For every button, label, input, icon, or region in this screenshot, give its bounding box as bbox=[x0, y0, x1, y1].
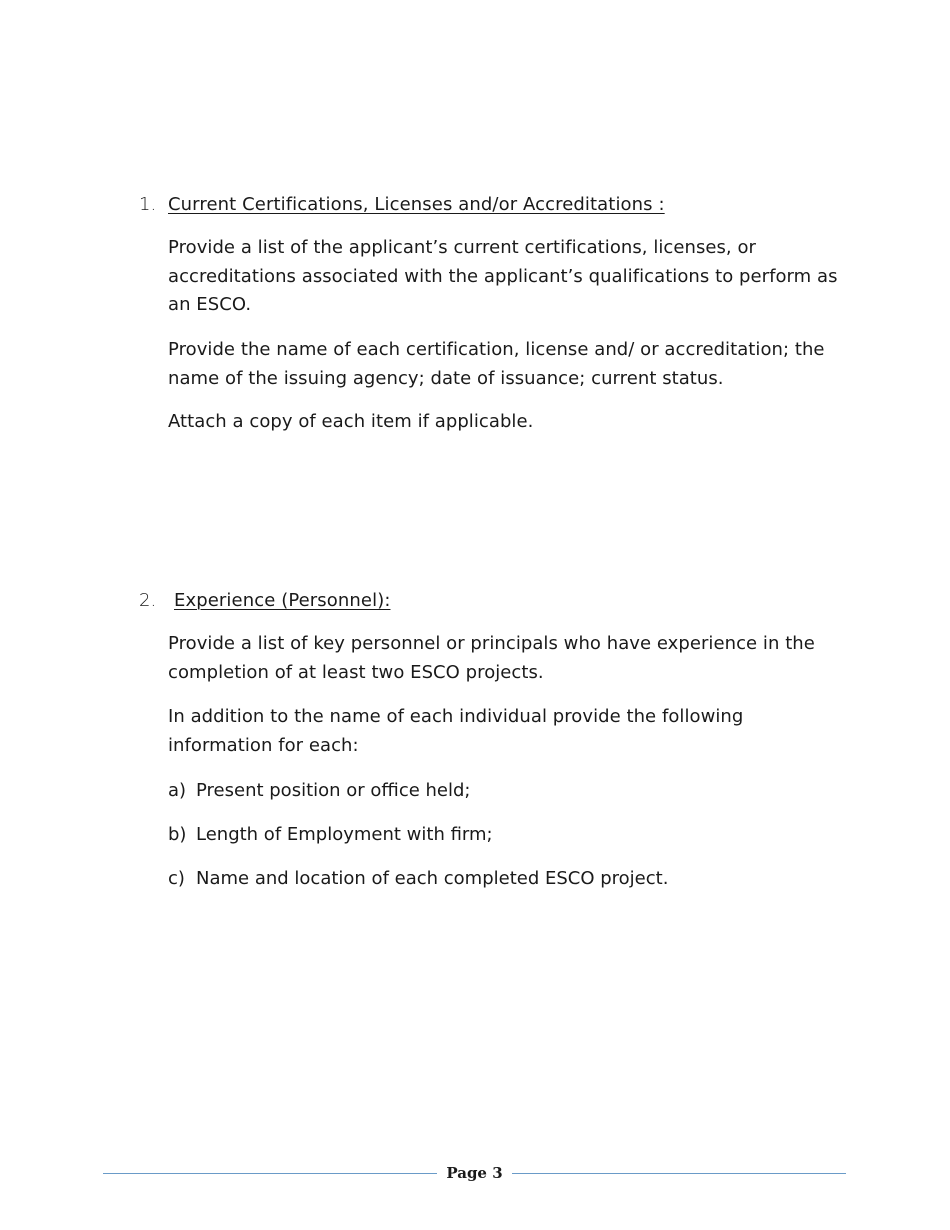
list-item-text: Name and location of each completed ESCO project. bbox=[196, 868, 669, 889]
list-item-text: Present position or office held; bbox=[196, 780, 471, 801]
section-heading: Current Certifications, Licenses and/or Accreditations : bbox=[168, 194, 665, 215]
page-number: Page 3 bbox=[446, 1164, 503, 1182]
list-item bbox=[168, 868, 668, 890]
paragraph: In addition to the name of each individual provide the following information for each: bbox=[168, 706, 744, 756]
list-marker: b) bbox=[168, 824, 187, 845]
list-item bbox=[168, 824, 493, 846]
paragraph: Provide the name of each certification, license and/ or accreditation; the name of the issuing agency; date of issuance; current status. bbox=[168, 339, 825, 389]
paragraph: Attach a copy of each item if applicable. bbox=[168, 411, 534, 432]
list-marker: a) bbox=[168, 780, 187, 801]
footer-divider-left bbox=[103, 1173, 437, 1174]
list-item-text: Length of Employment with firm; bbox=[196, 824, 493, 845]
list-marker: c) bbox=[168, 868, 185, 889]
footer-divider-right bbox=[512, 1173, 846, 1174]
section-number: 2. bbox=[139, 590, 157, 611]
section-number: 1. bbox=[139, 194, 157, 215]
paragraph: Provide a list of the applicant’s current certifications, licenses, or accreditations associated with the applicant’s qualifications to perform as an ESCO. bbox=[168, 237, 838, 315]
paragraph: Provide a list of key personnel or principals who have experience in the completion of at least two ESCO projects. bbox=[168, 633, 815, 683]
list-item bbox=[168, 780, 471, 802]
section-heading: Experience (Personnel): bbox=[174, 590, 391, 611]
